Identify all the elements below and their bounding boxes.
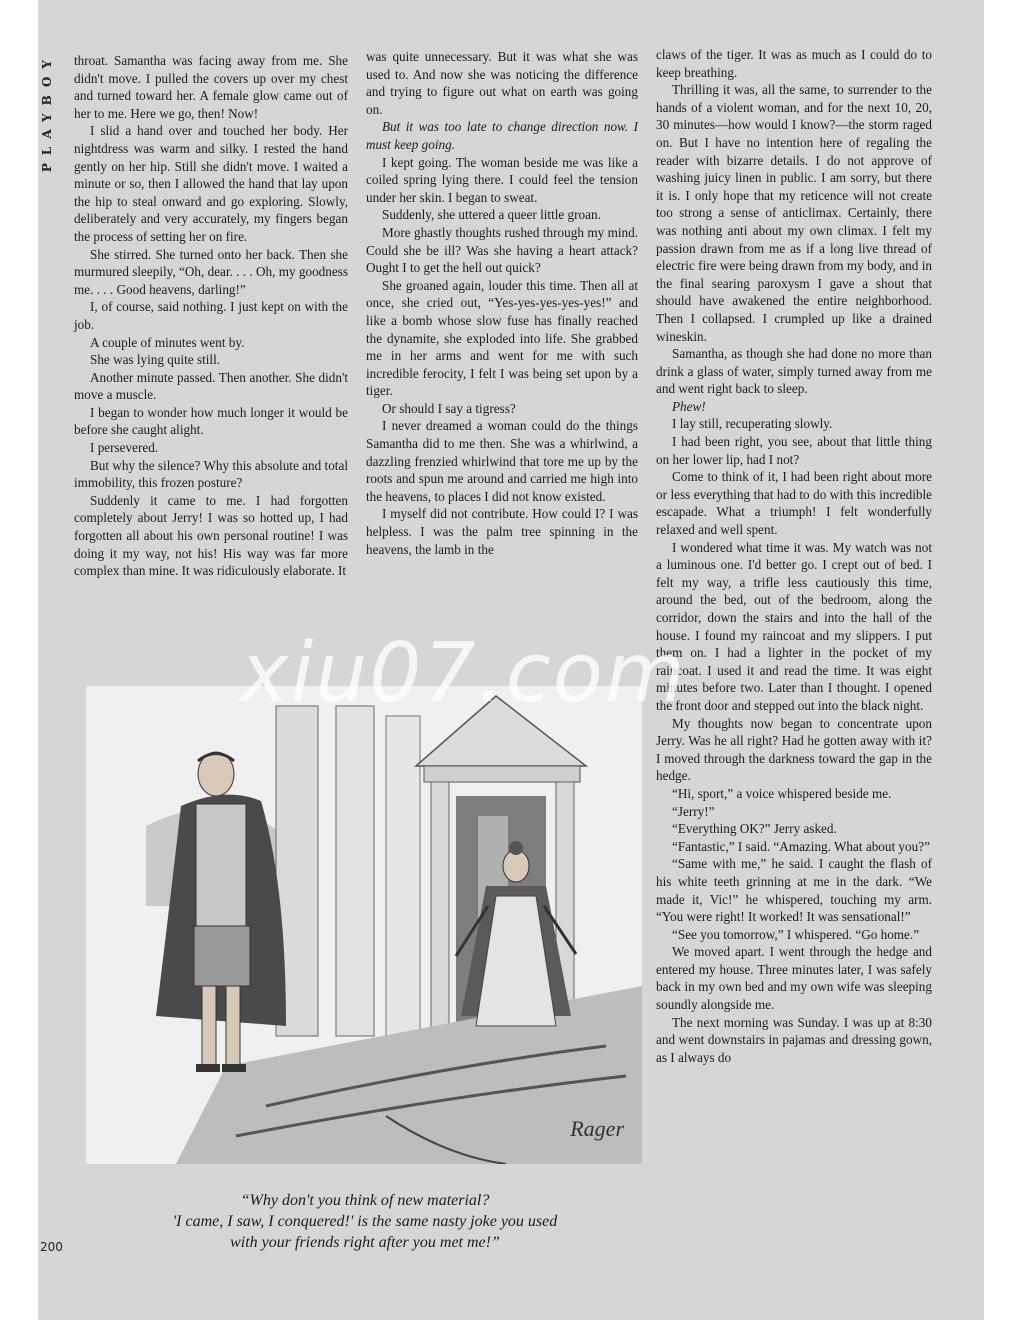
paragraph: But why the silence? Why this absolute and total immobility, this frozen posture? [74, 457, 348, 491]
paragraph: Phew! [672, 398, 706, 414]
text-column-1 [74, 52, 348, 580]
magazine-side-label: PLAYBOY [40, 52, 54, 173]
paragraph: “Fantastic,” I said. “Amazing. What about you?” [672, 838, 930, 854]
paragraph: Thrilling it was, all the same, to surrender to the hands of a violent woman, and for the next 10, 20, 30 minutes—how would I know?—the storm raged on. But I have no intention here of regaling the reader with bizarre details. I do not approve of washing juicy linen in public. I am sorry, but there it is. I only hope that my reticence will not create too strong a sense of anticlimax. Certainly, there was nothing anti about my own climax. I felt my passion drawn from me as if a long live thread of electric fire were being drawn from my body, and in the final searing paroxysm I gave a shout that should have awakened the entire neighborhood. Then I collapsed. I crumpled up like a drained wineskin. [656, 82, 932, 344]
paragraph: She was lying quite still. [90, 352, 221, 368]
paragraph: Or should I say a tigress? [382, 400, 516, 416]
paragraph: I slid a hand over and touched her body. Her nightdress was warm and silky. I rested the hand gently on her hip. Still she didn't move. I waited a minute or so, then I allowed the hand that lay upon the hip to steal onward and go exploring. Slowly, deliberately and very accurately, my fingers began the process of setting her on fire. [74, 123, 348, 244]
cartoon-illustration [86, 686, 642, 1164]
paragraph: More ghastly thoughts rushed through my mind. Could she be ill? Was she having a heart attack? Ought I to get the hell out quick? [366, 224, 638, 276]
paragraph: The next morning was Sunday. I was up at 8:30 and went downstairs in pajamas and dressing gown, as I always do [656, 1014, 932, 1065]
paragraph: A couple of minutes went by. [90, 334, 245, 350]
paragraph: We moved apart. I went through the hedge and entered my house. Three minutes later, I was safely back in my own bed and my own wife was sleeping soundly alongside me. [656, 944, 932, 1013]
caption-line: 'I came, I saw, I conquered!' is the same nasty joke you used [172, 1213, 558, 1230]
paragraph: I lay still, recuperating slowly. [672, 416, 833, 432]
paragraph: “See you tomorrow,” I whispered. “Go home.” [672, 926, 920, 942]
paragraph: I wondered what time it was. My watch was not a luminous one. I'd better go. I crept out of bed. I felt my way, a trifle less cautiously this time, around the bed, out of the bedroom, along the corridor, down the stairs and into the hall of the house. I found my raincoat and my slippers. I put them on. I had a lighter in the pocket of my raincoat. I used it and read the time. It was eight minutes before two. Later than I thought. I opened the front door and stepped out into the black night. [656, 539, 932, 713]
paragraph: was quite unnecessary. But it was what she was used to. And now she was noticing the difference and trying to figure out what on earth was going on. [366, 49, 638, 117]
paragraph: I persevered. [90, 440, 159, 456]
paragraph: Samantha, as though she had done no more than drink a glass of water, simply turned away from me and went right back to sleep. [656, 346, 932, 397]
cartoon-drawing [86, 686, 642, 1164]
paragraph: throat. Samantha was facing away from me. She didn't move. I pulled the covers up over my chest and turned toward her. A female glow came out of her to me. Here we go, then! Now! [74, 53, 348, 121]
text-column-3 [656, 46, 932, 1066]
caption-line: with your friends right after you met me!” [230, 1234, 500, 1251]
paragraph: I myself did not contribute. How could I? I was helpless. I was the palm tree spinning in the heavens, the lamb in the [366, 506, 638, 557]
text-column-2 [366, 48, 638, 558]
paragraph: “Jerry!” [672, 803, 715, 819]
paragraph: She groaned again, louder this time. Then all at once, she cried out, “Yes-yes-yes-yes-yes!” and like a bomb whose slow fuse has finally reached the dynamite, she exploded into life. She grabbed me in her arms and went for me with such incredible ferocity, I felt I was being set upon by a tiger. [366, 277, 638, 399]
paragraph: claws of the tiger. It was as much as I could do to keep breathing. [656, 47, 932, 80]
caption-line: “Why don't you think of new material? [240, 1192, 490, 1209]
paragraph: “Everything OK?” Jerry asked. [672, 821, 837, 837]
paragraph: “Same with me,” he said. I caught the flash of his white teeth grinning at me in the dark. “We made it, Vic!” he whispered, touching my arm. “You were right! It worked! It was sensational!” [656, 856, 932, 925]
paragraph: But it was too late to change direction now. I must keep going. [366, 119, 638, 152]
paragraph: Another minute passed. Then another. She didn't move a muscle. [74, 369, 348, 403]
cartoon-caption [90, 1190, 640, 1253]
paragraph: I had been right, you see, about that little thing on her lower lip, had I not? [656, 434, 932, 467]
watermark: xiu07.com [240, 626, 687, 721]
paragraph: I never dreamed a woman could do the things Samantha did to me then. She was a whirlwind, a dazzling frenzied whirlwind that tore me up by the roots and spun me around and carried me high into the heavens, to places I did not know existed. [366, 418, 638, 504]
paragraph: My thoughts now began to concentrate upon Jerry. Was he all right? Had he gotten away with it? I moved through the darkness toward the gap in the hedge. [656, 715, 932, 784]
paragraph: Suddenly, she uttered a queer little groan. [382, 207, 601, 223]
paragraph: Come to think of it, I had been right about more or less everything that had to do with this incredible escapade. What a triumph! I felt wonderfully relaxed and well spent. [656, 469, 932, 538]
paragraph: I, of course, said nothing. I just kept on with the job. [74, 299, 348, 332]
artist-signature: Rager [570, 1116, 624, 1141]
paragraph: I kept going. The woman beside me was like a coiled spring lying there. I could feel the tension under her skin. I began to sweat. [366, 154, 638, 205]
paragraph: I began to wonder how much longer it would be before she caught alight. [74, 404, 348, 438]
page-number: 200 [40, 1240, 63, 1254]
paragraph: Suddenly it came to me. I had forgotten completely about Jerry! I was so hotted up, I had forgotten all about his own personal routine! I was doing it my way, not his! His way was far more complex than mine. It was ridiculously elaborate. It [74, 492, 348, 579]
paragraph: “Hi, sport,” a voice whispered beside me. [672, 785, 892, 801]
paragraph: She stirred. She turned onto her back. Then she murmured sleepily, “Oh, dear. . . . Oh, my goodness me. . . . Good heavens, darling!” [74, 246, 348, 297]
